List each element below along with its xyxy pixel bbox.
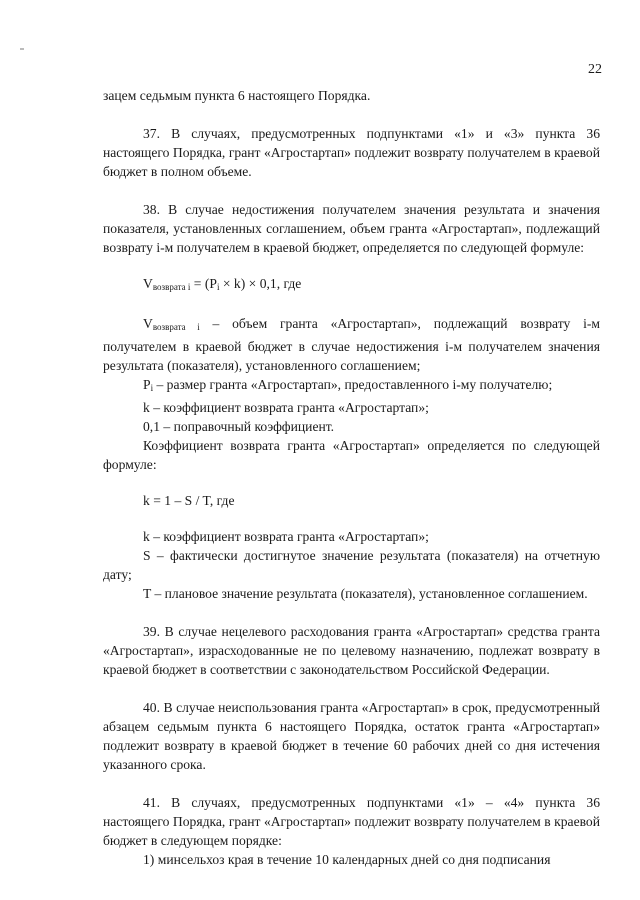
- definition-v-subscript: возврата i: [152, 322, 200, 332]
- formula-p-subscript: i: [216, 282, 220, 292]
- paragraph-39: 39. В случае нецелевого расходования гранта «Агростартап» средства гранта «Агростартап», израсходованные не по целевому назначению, подлежат возврату в краевой бюджет в соответствии с законодательством Российской Федерации.: [103, 624, 600, 677]
- definition-p: [103, 375, 600, 398]
- definition-t: T – плановое значение результата (показателя), установленное соглашением.: [143, 586, 588, 601]
- formula-mid: = (P: [190, 276, 217, 291]
- definition-k: k – коэффициент возврата гранта «Агростартап»;: [143, 400, 429, 415]
- formula-v: V: [143, 276, 153, 291]
- scan-artifact: [20, 48, 24, 50]
- formula-coefficient: k = 1 – S / T, где: [143, 493, 235, 508]
- paragraph-37: 37. В случаях, предусмотренных подпунктами «1» и «3» пункта 36 настоящего Порядка, грант «Агростартап» подлежит возврату получателем в краевой бюджет в полном объеме.: [103, 126, 600, 179]
- coefficient-intro: Коэффициент возврата гранта «Агростартап» определяется по следующей формуле:: [103, 438, 600, 472]
- definition-k-2: k – коэффициент возврата гранта «Агростартап»;: [143, 529, 429, 544]
- paragraph-40: 40. В случае неиспользования гранта «Агростартап» в срок, предусмотренный абзацем седьмым пункта 6 настоящего Порядка, остаток гранта «Агростартап» подлежит возврату в краевой бюджет в течение 60 рабочих дней со дня истечения указанного срока.: [103, 700, 600, 772]
- definition-v-symbol: V: [143, 316, 153, 331]
- formula-end: × k) × 0,1, где: [219, 276, 302, 291]
- paragraph-continuation: зацем седьмым пункта 6 настоящего Порядка.: [103, 88, 371, 103]
- paragraph-41-item-1: 1) минсельхоз края в течение 10 календарных дней со дня подписания: [143, 852, 551, 867]
- page-number: 22: [588, 62, 602, 77]
- formula-v-subscript: возврата i: [152, 282, 191, 292]
- definition-v-text: – объем гранта «Агростартап», подлежащий возврату i-м получателем в краевой бюджет в случае недостижения i-м получателем значения результата (показателя), установленного соглашением;: [103, 316, 600, 373]
- definition-p-symbol: P: [143, 377, 151, 392]
- formula-return-volume: [103, 274, 600, 297]
- definition-p-subscript: i: [150, 383, 154, 393]
- definition-v: [103, 314, 600, 375]
- paragraph-38: 38. В случае недостижения получателем значения результата и значения показателя, установленных соглашением, объем гранта «Агростартап», подлежащий возврату i-м получателем в краевой бюджет, определяется по следующей формуле:: [103, 202, 600, 255]
- document-body: [103, 86, 600, 869]
- definition-correction: 0,1 – поправочный коэффициент.: [143, 419, 335, 434]
- paragraph-41: 41. В случаях, предусмотренных подпунктами «1» – «4» пункта 36 настоящего Порядка, грант «Агростартап» подлежит возврату получателем в краевой бюджет в следующем порядке:: [103, 795, 600, 848]
- definition-p-text: – размер гранта «Агростартап», предоставленного i-му получателю;: [153, 377, 553, 392]
- definition-s: S – фактически достигнутое значение результата (показателя) на отчетную дату;: [103, 548, 600, 582]
